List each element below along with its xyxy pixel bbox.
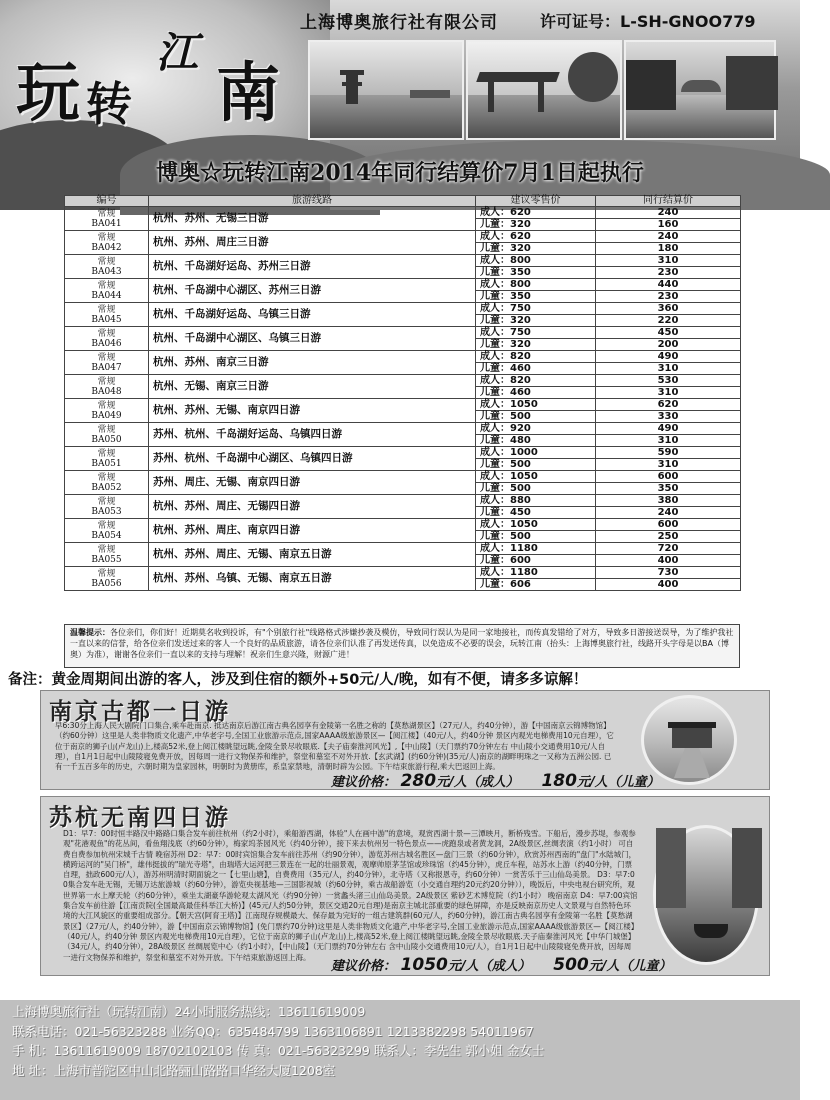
nanjing-itinerary: 早6:30分上海人民大剧院门口集合,乘车赴南京. 抵达南京后游江南古典名园享有金陵第一名胜之称的【莫愁湖景区】（27元/人，约40分钟），游【中国南京云锦博物馆】（约60分钟）这里是人类非物质文化遗产,中华老字号,全国工业旅游示范点,国家AAAA级旅游景区—【阅江楼】（40元/人，约40分钟 景区内观光电梯费用10元自理），它位于南京的狮子山(卢龙山)上,楼高52米,登上阅江楼眺望远眺,金陵全景尽收眼底.【夫子庙秦淮河风光】,【中山陵】（天门票约70分钟左右 中山陵小交通费用10元/人自理），自1月1日起中山陵陵寝免费开放，因每周一进行文物保养和维护，祭堂和墓室不对外开放.【玄武湖】(约60分钟)(35元/人)南京的湖畔明珠之一又称为五洲公园. 已有一千五百多年的历史，六朝时期为皇家园林，明朝时为黄册库，系皇家禁地，清朝时辟为公园。下午结束旅游行程,乘大巴返回上海。: [55, 721, 614, 772]
route-name: 杭州、苏州、周庄、南京四日游: [149, 519, 476, 543]
route-type: 常规: [97, 448, 116, 459]
route-type: 常规: [97, 568, 116, 579]
brand-logo: [16, 20, 316, 130]
peer-adult: 590: [596, 447, 741, 459]
table-row: [65, 351, 741, 363]
retail-child: 儿童：500: [476, 459, 596, 471]
peer-child: 400: [596, 579, 741, 591]
route-code-id: BA051: [91, 458, 122, 469]
route-name: 杭州、苏州、无锡三日游: [149, 207, 476, 231]
photo-canal-boat: [653, 825, 759, 965]
route-type: 常规: [97, 352, 116, 363]
header-retail: 建议零售价: [476, 196, 596, 207]
retail-child: 儿童：460: [476, 387, 596, 399]
route-code-id: BA043: [91, 266, 122, 277]
header-peer: 同行结算价: [596, 196, 741, 207]
peer-child: 310: [596, 459, 741, 471]
table-body: [65, 207, 741, 591]
license-number: 许可证号：L-SH-GNOO779: [540, 12, 756, 31]
route-type: 常规: [97, 472, 116, 483]
brand-char: 转: [86, 77, 132, 131]
retail-adult: 成人：1000: [476, 447, 596, 459]
peer-adult: 360: [596, 303, 741, 315]
route-code-id: BA055: [91, 554, 122, 565]
retail-adult: 成人：750: [476, 327, 596, 339]
route-name: 杭州、苏州、周庄三日游: [149, 231, 476, 255]
peer-adult: 530: [596, 375, 741, 387]
route-type: 常规: [97, 400, 116, 411]
route-code-id: BA045: [91, 314, 122, 325]
peer-adult: 440: [596, 279, 741, 291]
peer-adult: 490: [596, 423, 741, 435]
peer-child: 220: [596, 315, 741, 327]
route-code-id: BA050: [91, 434, 122, 445]
footer-address: 地 址：上海市普陀区中山北路骊山路路口华经大厦1208室: [12, 1062, 336, 1078]
table-row: [65, 447, 741, 459]
route-type: 常规: [97, 520, 116, 531]
route-name: 杭州、千岛湖好运岛、苏州三日游: [149, 255, 476, 279]
peer-adult: 450: [596, 327, 741, 339]
route-type: 常规: [97, 328, 116, 339]
route-code: [65, 279, 149, 303]
retail-adult: 成人：1180: [476, 543, 596, 555]
price-table: [64, 195, 740, 591]
retail-child: 儿童：480: [476, 435, 596, 447]
route-code-id: BA049: [91, 410, 122, 421]
retail-adult: 成人：1050: [476, 471, 596, 483]
peer-adult: 310: [596, 255, 741, 267]
peer-child: 330: [596, 411, 741, 423]
table-row: [65, 495, 741, 507]
peer-child: 240: [596, 507, 741, 519]
route-name: 杭州、苏州、周庄、无锡、南京五日游: [149, 543, 476, 567]
peer-child: 310: [596, 435, 741, 447]
photo-water-town: [624, 40, 776, 140]
route-code-id: BA044: [91, 290, 122, 301]
header-banner: [0, 0, 800, 196]
retail-child: 儿童：320: [476, 339, 596, 351]
brand-char: 江: [156, 28, 199, 77]
route-code: [65, 327, 149, 351]
route-code-id: BA047: [91, 362, 122, 373]
route-code: [65, 495, 149, 519]
route-code: [65, 423, 149, 447]
route-name: 杭州、千岛湖好运岛、乌镇三日游: [149, 303, 476, 327]
retail-child: 儿童：320: [476, 243, 596, 255]
suhang-itinerary: D1：早7：00时恒丰路汉中路路口集合发车前往杭州（约2小时），乘船游西湖，体验"人在画中游"的意境，观赏西湖十景—三潭映月，断桥残雪。下船后，漫步苏堤，参观参观"花港观鱼"的花丛间，看鱼翔浅底（约60分钟），梅家坞茶园风光（约40分钟），接下来去杭州另一特色景点——虎跑泉或者黄龙洞，2A级景区,丝绸表演（约1小时） 可自费自费参加杭州宋城千古情 晚宿苏州 D2：早7：00时宾馆集合发车前往苏州（约90分钟），游览苏州古城名胜区—盘门三景（约60分钟），欣赏苏州西南的"盘门"水陆城门，横跨运河的"吴门桥"，雄伟挺拔的"瑞光寺塔"，由瑞塔大运河把三景连在一起的壮丽景观，观摩帅原茅茎馆或珍珠馆（约45分钟），虎丘车程，站苏水上游（约40分钟，门票自理，拙政600元/人），游苏州明清时期面貌之一【七里山塘】，自费费用（35元/人，约40分钟），北寺塔（又称报恩寺，约60分钟）一赏苦乐于三山仙岛美景。 D3：早7:00集合发车赴无锡，无锡万达旅游城（约60分钟），游览央视基地—三国影视城（约60分钟，乘古战船游览（小交通自理约20元约20分钟）），晚饭后，中央电视台研究所，观世界第一水上摩天轮（约60分钟），乘坐太湖豪华游轮观太湖风光（约90分钟）一赏蠡头渚三山仙岛美景。2A级景区 紫砂艺术博览院（约1小时） 晚宿南京 D4：早7:00宾馆集合发车前往游【江南贡院(全国最高最佳科举江大桥)】(45元/人约50分钟，景区交通20元自理)是南京主城北部重要的绿色屏障，亦是反映南京历史人文景观与自然特色环境的大江风貌区的重要组成部分。【朝天宫(阿育王塔)】江南现存规模最大、保存最为完好的一组古建筑群(60元/人，约60分钟)，游江南古典名园享有金陵第一名胜【莫愁湖景区】（27元/人，约40分钟），游【中国南京云锦博物馆】(免门票约70分钟)这里是人类非物质文化遗产,中华老字号,全国工业旅游示范点,国家AAAA级旅游景区—【阅江楼】（40元/人，约40分钟 景区内观光电梯费用10元自理），它位于南京的狮子山(卢龙山)上,楼高52米,登上阅江楼眺望远眺,金陵全景尽收眼底.天子庙秦淮河风光【中华门城堡】（34元/人，约40分钟），28A级景区 丝绸展览中心（约1小时），【中山陵】（无门票约70分钟左右 含中山陵小交通费用10元/人），自1月1日起中山陵陵寝免费开放，因每周一进行文物保养和维护，祭堂和墓室不对外开放。下午结束旅游返回上海。: [63, 829, 638, 962]
retail-child: 儿童：350: [476, 291, 596, 303]
route-code: [65, 471, 149, 495]
route-name: 杭州、苏州、无锡、南京四日游: [149, 399, 476, 423]
route-type: 常规: [97, 280, 116, 291]
retail-child: 儿童：350: [476, 267, 596, 279]
retail-adult: 成人：800: [476, 255, 596, 267]
retail-child: 儿童：320: [476, 315, 596, 327]
price-label: 建议价格：: [331, 775, 397, 790]
nanjing-child-unit: 元/人（儿童）: [576, 775, 660, 790]
table-row: [65, 303, 741, 315]
photo-sun-yatsen-mausoleum: [641, 695, 737, 785]
footer-mobile-fax: 手 机：13611619009 18702102103 传 真：021-56323299 联系人：李先生 郭小姐 金女士: [12, 1043, 545, 1058]
peer-child: 180: [596, 243, 741, 255]
route-code: [65, 207, 149, 231]
table-header-row: [65, 196, 741, 207]
header-route: 旅游线路: [149, 196, 476, 207]
peer-child: 160: [596, 219, 741, 231]
route-type: 常规: [97, 496, 116, 507]
table-row: [65, 327, 741, 339]
peer-adult: 490: [596, 351, 741, 363]
route-name: 杭州、千岛湖中心湖区、乌镇三日游: [149, 327, 476, 351]
tips-label: 温馨提示：: [70, 628, 110, 637]
peer-adult: 240: [596, 231, 741, 243]
table-row: [65, 543, 741, 555]
footer-phone-qq: 联系电话：021-56323288 业务QQ：635484799 1363106891 1213382298 54011967: [12, 1023, 534, 1039]
route-code: [65, 231, 149, 255]
route-code-id: BA042: [91, 242, 122, 253]
peer-adult: 600: [596, 471, 741, 483]
nanjing-child-price: 180: [541, 771, 577, 791]
nanjing-adult-price: 280: [400, 771, 437, 791]
peer-adult: 600: [596, 519, 741, 531]
route-name: 杭州、千岛湖中心湖区、苏州三日游: [149, 279, 476, 303]
peer-child: 350: [596, 483, 741, 495]
suhang-child-unit: 元/人（儿童）: [588, 959, 672, 974]
peer-child: 400: [596, 555, 741, 567]
brand-char: 玩: [16, 56, 80, 131]
retail-child: 儿童：500: [476, 483, 596, 495]
route-type: 常规: [97, 232, 116, 243]
route-type: 常规: [97, 376, 116, 387]
retail-child: 儿童：606: [476, 579, 596, 591]
warm-tips: [64, 624, 740, 668]
table-row: [65, 255, 741, 267]
retail-adult: 成人：1050: [476, 519, 596, 531]
retail-adult: 成人：1180: [476, 567, 596, 579]
retail-adult: 成人：880: [476, 495, 596, 507]
suhang-title: 苏杭无南四日游: [49, 804, 231, 831]
route-type: 常规: [97, 256, 116, 267]
route-code-id: BA041: [91, 218, 122, 229]
table-row: [65, 519, 741, 531]
suhang-adult-unit: 元/人（成人）: [447, 959, 531, 974]
retail-child: 儿童：500: [476, 531, 596, 543]
route-type: 常规: [97, 544, 116, 555]
table-row: [65, 231, 741, 243]
table-row: [65, 567, 741, 579]
route-name: 苏州、周庄、无锡、南京四日游: [149, 471, 476, 495]
peer-adult: 720: [596, 543, 741, 555]
footer-hotline: 上海博奥旅行社（玩转江南）24小时服务热线：13611619009: [12, 1004, 366, 1019]
retail-child: 儿童：600: [476, 555, 596, 567]
table-row: [65, 279, 741, 291]
price-label: 建议价格：: [331, 959, 397, 974]
holiday-note: 备注：黄金周期间出游的客人，涉及到住宿的额外+50元/人/晚，如有不便，请多多谅解！: [8, 672, 588, 688]
route-name: 苏州、杭州、千岛湖好运岛、乌镇四日游: [149, 423, 476, 447]
nanjing-tour-section: [40, 690, 770, 790]
peer-child: 310: [596, 387, 741, 399]
route-code-id: BA046: [91, 338, 122, 349]
route-name: 苏州、杭州、千岛湖中心湖区、乌镇四日游: [149, 447, 476, 471]
peer-child: 310: [596, 363, 741, 375]
table-row: [65, 423, 741, 435]
contact-footer: [0, 1000, 800, 1100]
route-code-id: BA054: [91, 530, 122, 541]
route-code-id: BA048: [91, 386, 122, 397]
peer-child: 230: [596, 267, 741, 279]
peer-adult: 730: [596, 567, 741, 579]
peer-adult: 620: [596, 399, 741, 411]
retail-child: 儿童：500: [476, 411, 596, 423]
retail-adult: 成人：620: [476, 207, 596, 219]
retail-adult: 成人：920: [476, 423, 596, 435]
route-code-id: BA053: [91, 506, 122, 517]
retail-child: 儿童：450: [476, 507, 596, 519]
peer-adult: 380: [596, 495, 741, 507]
route-name: 杭州、无锡、南京三日游: [149, 375, 476, 399]
retail-adult: 成人：750: [476, 303, 596, 315]
route-type: 常规: [97, 424, 116, 435]
table-row: [65, 471, 741, 483]
suhang-adult-price: 1050: [400, 955, 448, 975]
suhang-price: [331, 955, 672, 975]
peer-child: 250: [596, 531, 741, 543]
route-code-id: BA052: [91, 482, 122, 493]
route-code: [65, 303, 149, 327]
nanjing-price: [331, 771, 660, 791]
route-code: [65, 351, 149, 375]
route-code: [65, 519, 149, 543]
company-name: 上海博奥旅行社有限公司: [300, 13, 498, 33]
route-code: [65, 375, 149, 399]
route-type: 常规: [97, 208, 116, 219]
photo-pagoda-lake: [308, 40, 464, 140]
table-row: [65, 399, 741, 411]
suhang-child-price: 500: [553, 955, 589, 975]
brand-char: 南: [216, 56, 280, 131]
route-name: 杭州、苏州、南京三日游: [149, 351, 476, 375]
peer-adult: 240: [596, 207, 741, 219]
header-code: 编号: [65, 196, 149, 207]
retail-child: 儿童：460: [476, 363, 596, 375]
table-row: [65, 375, 741, 387]
retail-adult: 成人：820: [476, 351, 596, 363]
nanjing-adult-unit: 元/人（成人）: [436, 775, 519, 790]
route-code-id: BA056: [91, 578, 122, 589]
table-row: [65, 207, 741, 219]
route-code: [65, 255, 149, 279]
route-code: [65, 543, 149, 567]
photo-garden-pavilion: [466, 40, 622, 140]
tips-text: 各位亲们，你们好！近期莫名收到投诉，有"个别旅行社"线路格式涉嫌抄袭及模仿，导致同行误认为是同一家地接社，而传真发错给了对方，导致多日游接送误导，为了维护我社一直以来的信誉，给各位亲们发送过来的客人一个良好的品质旅游，请各位亲们认准了再发送传真，以免造成不必要的误会，玩转江南（抬头：上海博奥旅行社，线路开头字母是以BA（博奥）为准），谢谢各位亲们一直以来的支持与理解！祝亲们生意兴隆，财源广进！: [70, 628, 734, 659]
nanjing-title: 南京古都一日游: [49, 698, 231, 725]
route-code: [65, 447, 149, 471]
retail-adult: 成人：620: [476, 231, 596, 243]
route-name: 杭州、苏州、周庄、无锡四日游: [149, 495, 476, 519]
route-code: [65, 567, 149, 591]
peer-child: 200: [596, 339, 741, 351]
suhang-tour-section: [40, 796, 770, 976]
retail-child: 儿童：320: [476, 219, 596, 231]
route-name: 杭州、苏州、乌镇、无锡、南京五日游: [149, 567, 476, 591]
retail-adult: 成人：1050: [476, 399, 596, 411]
headline: 博奥☆玩转江南2014年同行结算价7月1日起执行: [156, 160, 644, 186]
retail-adult: 成人：800: [476, 279, 596, 291]
route-type: 常规: [97, 304, 116, 315]
route-code: [65, 399, 149, 423]
retail-adult: 成人：820: [476, 375, 596, 387]
peer-child: 230: [596, 291, 741, 303]
